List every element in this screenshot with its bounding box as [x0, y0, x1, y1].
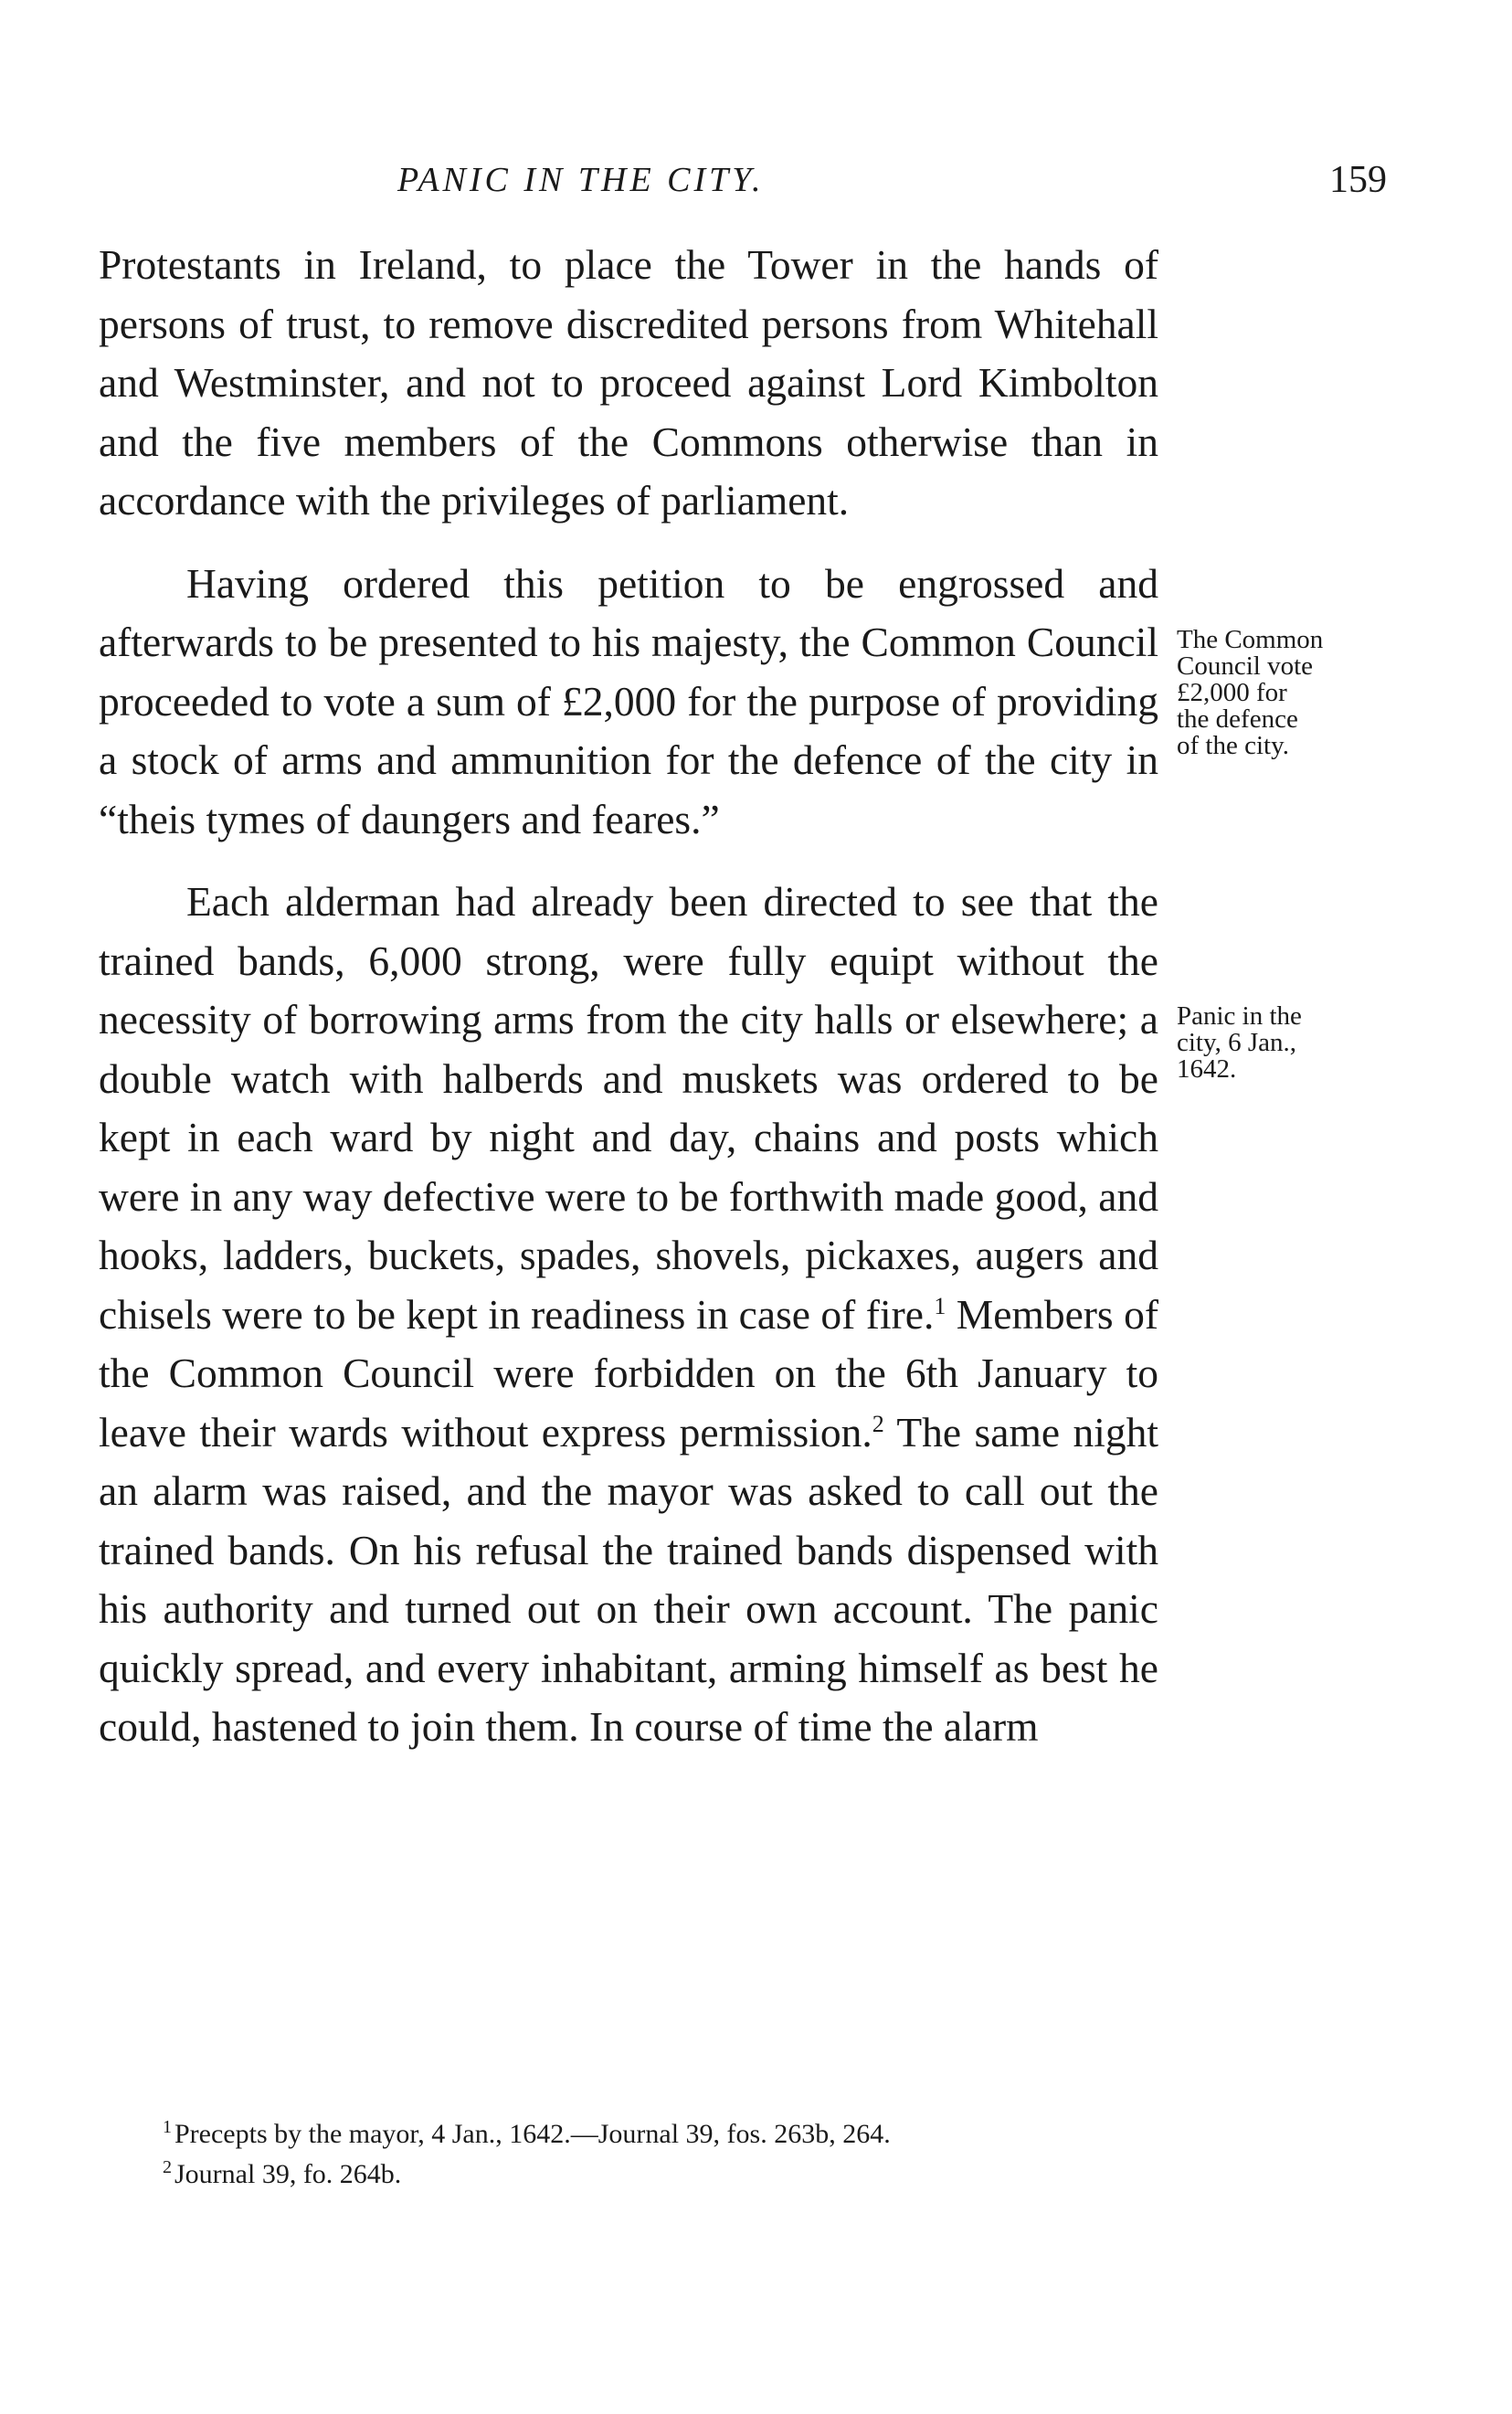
sidenote-line: city, 6 Jan.,	[1177, 1028, 1297, 1057]
paragraph-3-part-3: The same night an alarm was raised, and the mayor was asked to call out the trained bands. On his refusal the trained bands dispensed with his authority and turned out on their own account. The panic quickly spread, and every inhabitant, arming himself as best he could, hastened to join them. In course of time the alarm	[99, 1408, 1158, 1750]
footnote-mark: 2	[163, 2157, 172, 2177]
footnote-2	[163, 2155, 1186, 2195]
sidenote-panic-in-city	[1177, 1003, 1401, 1083]
body-text	[99, 236, 1158, 1757]
footnote-mark: 1	[163, 2117, 172, 2137]
footnote-reference-1: 1	[934, 1292, 946, 1319]
paragraph-2: Having ordered this petition to be engrossed and afterwards to be presented to his majesty, the Common Council proceeded to vote a sum of £2,000 for the purpose of providing a stock of arms and ammunition for the defence of the city in “theis tymes of daungers and feares.”	[99, 559, 1158, 842]
paragraph-3	[99, 873, 1158, 1757]
footnote-reference-2: 2	[872, 1410, 884, 1437]
sidenote-line: The Common	[1177, 625, 1324, 654]
footnote-text: Precepts by the mayor, 4 Jan., 1642.—Journal 39, fos. 263b, 264.	[174, 2119, 891, 2149]
paragraph-1: Protestants in Ireland, to place the Tower in the hands of persons of trust, to remove discredited persons from Whitehall and Westminster, and not to proceed against Lord Kimbolton and the five members of the Commons otherwise than in accordance with the privileges of parliament.	[99, 241, 1158, 524]
footnote-1	[163, 2114, 1186, 2155]
paragraph-3-part-1: Each alderman had already been directed to see that the trained bands, 6,000 strong, were fully equipt without the necessity of borrowing arms from the city halls or elsewhere; a double watch with halberds and muskets was ordered to be kept in each ward by night and day, chains and posts which were in any way defective were to be forthwith made good, and hooks, ladders, buckets, spades, shovels, pickaxes, augers and chisels were to be kept in readiness in case of fire.	[99, 878, 1158, 1338]
paragraph-3-part-2: Members of the Common Council were forbidden on the 6th January to leave their wards without express permission.	[99, 1290, 1159, 1456]
running-head	[0, 160, 1512, 206]
footnote-text: Journal 39, fo. 264b.	[174, 2159, 402, 2189]
sidenote-line: £2,000 for	[1177, 678, 1287, 707]
sidenote-line: Panic in the	[1177, 1001, 1302, 1031]
sidenote-line: 1642.	[1177, 1054, 1237, 1084]
page-number: 159	[1329, 159, 1387, 201]
sidenote-line: Council vote	[1177, 651, 1314, 681]
sidenote-common-council-vote	[1177, 627, 1401, 759]
sidenote-line: the defence	[1177, 704, 1298, 734]
running-title: PANIC IN THE CITY.	[397, 161, 765, 199]
sidenote-line: of the city.	[1177, 731, 1289, 760]
footnotes	[163, 2114, 1186, 2195]
